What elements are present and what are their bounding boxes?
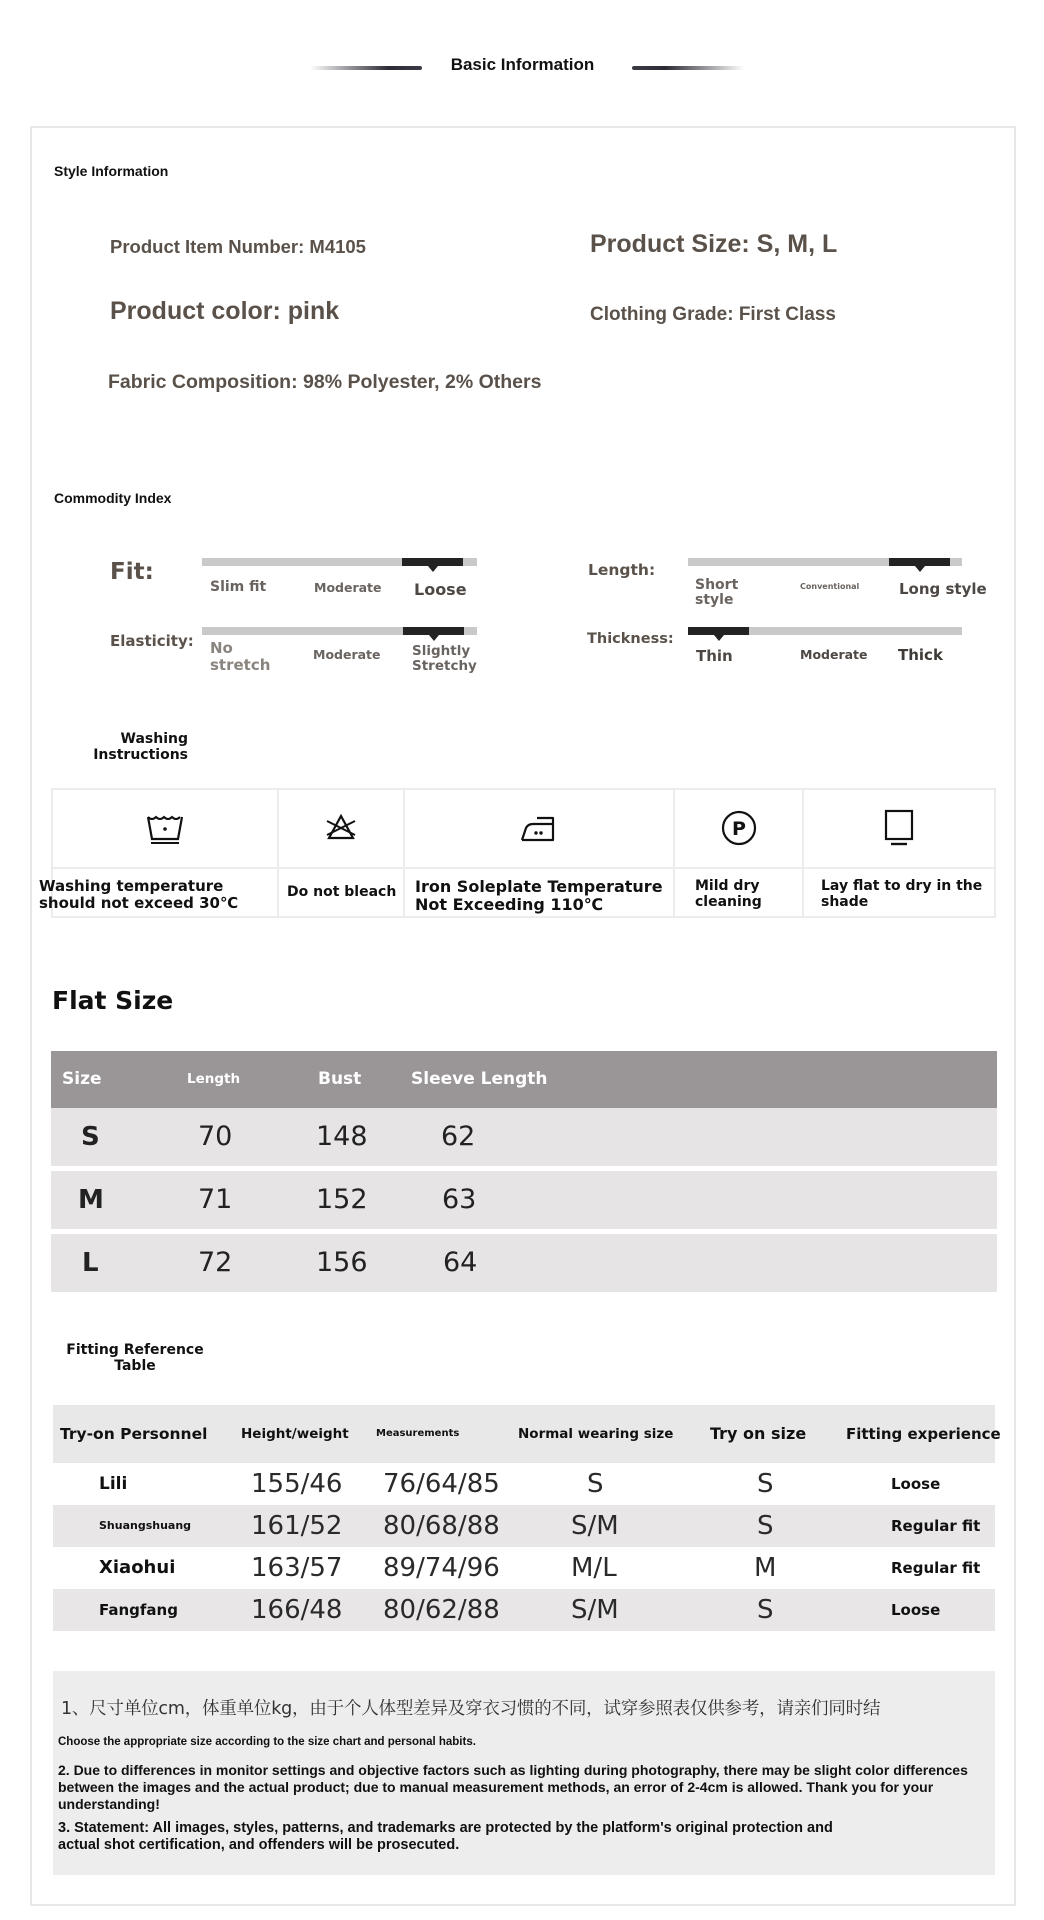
fitting-row bbox=[53, 1547, 995, 1589]
length-scale-bar bbox=[688, 558, 962, 566]
length-option-long: Long style bbox=[899, 580, 987, 598]
fit-cell-name: Fangfang bbox=[99, 1601, 178, 1619]
fit-cell-experience: Regular fit bbox=[891, 1517, 981, 1535]
iron-low-icon bbox=[517, 808, 561, 848]
fit-cell-experience: Loose bbox=[891, 1601, 941, 1619]
fit-option-slim: Slim fit bbox=[210, 579, 267, 595]
style-info-label: Style Information bbox=[54, 163, 169, 179]
fit-cell-measurements: 89/74/96 bbox=[383, 1553, 500, 1583]
fit-label: Fit: bbox=[110, 559, 154, 585]
dry-flat-shade-icon bbox=[877, 808, 921, 848]
note-3: 3. Statement: All images, styles, patterns, and trademarks are protected by the platform's original protection and actual shot certification, and offenders will be prosecuted. bbox=[58, 1820, 833, 1854]
fit-cell-normal-size: M/L bbox=[571, 1553, 617, 1583]
fit-col-try-size: Try on size bbox=[710, 1424, 807, 1443]
elasticity-option-moderate: Moderate bbox=[313, 647, 381, 662]
flat-col-bust: Bust bbox=[318, 1069, 362, 1089]
elasticity-indicator bbox=[403, 627, 464, 635]
fitting-reference-title: Fitting Reference Table bbox=[66, 1342, 204, 1375]
svg-text:P: P bbox=[731, 818, 746, 840]
fit-cell-normal-size: S bbox=[587, 1469, 604, 1499]
thickness-indicator bbox=[688, 627, 749, 635]
flat-col-size: Size bbox=[62, 1069, 102, 1089]
note-1-english: Choose the appropriate size according to the size chart and personal habits. bbox=[58, 1736, 476, 1748]
fit-cell-normal-size: S/M bbox=[571, 1595, 619, 1625]
fitting-row bbox=[53, 1463, 995, 1505]
washing-instructions-label: Washing Instructions bbox=[93, 731, 188, 764]
thickness-option-moderate: Moderate bbox=[800, 647, 868, 662]
fit-cell-measurements: 80/62/88 bbox=[383, 1595, 500, 1625]
fit-cell-try-size: S bbox=[757, 1595, 774, 1625]
page-title: Basic Information bbox=[450, 55, 595, 74]
notes-box bbox=[53, 1671, 995, 1875]
length-option-conventional: Conventional bbox=[800, 582, 860, 591]
wash-30-icon bbox=[143, 808, 187, 848]
fit-cell-try-size: M bbox=[754, 1553, 777, 1583]
washing-text-iron: Iron Soleplate Temperature Not Exceeding 110℃ bbox=[415, 877, 663, 915]
note-2: 2. Due to differences in monitor settings and objective factors such as lighting during photography, there may be slight color differences between the images and the actual product; due to manual measurement methods, an error of 2-4cm is allowed. Thank you for your understanding! bbox=[58, 1762, 968, 1812]
product-size: Product Size: S, M, L bbox=[590, 230, 838, 258]
fit-cell-height-weight: 166/48 bbox=[251, 1595, 343, 1625]
header-decor-line-left bbox=[310, 66, 422, 70]
flat-size-row bbox=[51, 1171, 997, 1229]
fit-cell-experience: Loose bbox=[891, 1475, 941, 1493]
fitting-header bbox=[53, 1405, 1001, 1463]
fit-cell-name: Lili bbox=[99, 1474, 128, 1494]
product-color: Product color: pink bbox=[110, 297, 340, 325]
washing-text-dryflat: Lay flat to dry in the shade bbox=[821, 878, 983, 911]
product-item-number: Product Item Number: M4105 bbox=[110, 236, 366, 257]
note-1-chinese: 1、尺寸单位cm，体重单位kg，由于个人体型差异及穿衣习惯的不同，试穿参照表仅供参考，请亲们同时结 bbox=[61, 1699, 881, 1719]
flat-cell-bust: 152 bbox=[316, 1184, 368, 1215]
length-option-short: Short style bbox=[695, 577, 739, 609]
fitting-row bbox=[53, 1505, 995, 1547]
flat-size-row bbox=[51, 1234, 997, 1292]
washing-cell-iron bbox=[405, 790, 675, 916]
fit-cell-experience: Regular fit bbox=[891, 1559, 981, 1577]
flat-cell-bust: 156 bbox=[316, 1247, 368, 1278]
commodity-index-label: Commodity Index bbox=[54, 490, 172, 506]
flat-cell-size: S bbox=[81, 1122, 100, 1152]
clothing-grade: Clothing Grade: First Class bbox=[590, 304, 836, 325]
fit-col-height-weight: Height/weight bbox=[241, 1426, 349, 1442]
elasticity-option-slight: Slightly Stretchy bbox=[412, 643, 477, 674]
washing-cell-dryflat bbox=[804, 790, 994, 916]
fit-option-moderate: Moderate bbox=[314, 580, 382, 595]
fabric-composition: Fabric Composition: 98% Polyester, 2% Others bbox=[108, 371, 542, 393]
fit-cell-height-weight: 155/46 bbox=[251, 1469, 343, 1499]
flat-cell-bust: 148 bbox=[316, 1121, 368, 1152]
thickness-option-thin: Thin bbox=[696, 647, 733, 665]
flat-col-length: Length bbox=[187, 1071, 241, 1087]
flat-size-table bbox=[51, 1051, 997, 1297]
washing-text-bleach: Do not bleach bbox=[287, 884, 397, 900]
fit-cell-name: Xiaohui bbox=[99, 1557, 176, 1578]
flat-cell-sleeve: 64 bbox=[443, 1247, 478, 1278]
fit-option-loose: Loose bbox=[414, 580, 467, 599]
elasticity-option-none: No stretch bbox=[210, 639, 271, 674]
fit-cell-try-size: S bbox=[757, 1511, 774, 1541]
length-label: Length: bbox=[588, 561, 656, 579]
elasticity-label: Elasticity: bbox=[110, 632, 194, 650]
fit-indicator bbox=[402, 558, 463, 566]
flat-cell-size: M bbox=[78, 1185, 104, 1215]
flat-cell-size: L bbox=[82, 1248, 99, 1278]
no-bleach-icon bbox=[319, 808, 363, 848]
flat-size-row bbox=[51, 1108, 997, 1166]
flat-size-title: Flat Size bbox=[52, 986, 174, 1015]
fit-cell-height-weight: 161/52 bbox=[251, 1511, 343, 1541]
length-indicator bbox=[889, 558, 950, 566]
fit-cell-height-weight: 163/57 bbox=[251, 1553, 343, 1583]
fit-cell-measurements: 76/64/85 bbox=[383, 1469, 500, 1499]
thickness-option-thick: Thick bbox=[898, 646, 943, 664]
washing-cell-wash bbox=[39, 790, 279, 916]
thickness-label: Thickness: bbox=[587, 631, 674, 647]
elasticity-scale-bar bbox=[202, 627, 477, 635]
flat-cell-sleeve: 62 bbox=[441, 1121, 476, 1152]
thickness-scale-bar bbox=[688, 627, 962, 635]
fit-cell-try-size: S bbox=[757, 1469, 774, 1499]
washing-cell-bleach bbox=[279, 790, 405, 916]
fit-cell-normal-size: S/M bbox=[571, 1511, 619, 1541]
flat-cell-length: 70 bbox=[198, 1121, 233, 1152]
fit-col-personnel: Try-on Personnel bbox=[60, 1425, 208, 1443]
washing-text-dryclean: Mild dry cleaning bbox=[695, 878, 762, 911]
flat-size-header bbox=[51, 1051, 997, 1108]
dry-clean-p-icon bbox=[717, 808, 761, 848]
fitting-body bbox=[53, 1463, 995, 1631]
fitting-row bbox=[53, 1589, 995, 1631]
header-decor-line-right bbox=[632, 66, 744, 70]
washing-cell-dryclean bbox=[675, 790, 804, 916]
fit-col-experience: Fitting experience bbox=[846, 1425, 1001, 1443]
washing-table bbox=[39, 788, 996, 918]
fit-col-measurements: Measurements bbox=[376, 1428, 460, 1439]
flat-cell-length: 72 bbox=[198, 1247, 233, 1278]
flat-cell-length: 71 bbox=[198, 1184, 233, 1215]
fit-cell-name: Shuangshuang bbox=[99, 1519, 192, 1532]
fitting-table bbox=[53, 1405, 1001, 1631]
fit-scale-bar bbox=[202, 558, 477, 566]
flat-col-sleeve: Sleeve Length bbox=[411, 1069, 548, 1089]
fit-col-normal-size: Normal wearing size bbox=[518, 1426, 674, 1442]
flat-cell-sleeve: 63 bbox=[442, 1184, 477, 1215]
washing-text-wash: Washing temperature should not exceed 30℃ bbox=[39, 877, 239, 913]
fit-cell-measurements: 80/68/88 bbox=[383, 1511, 500, 1541]
